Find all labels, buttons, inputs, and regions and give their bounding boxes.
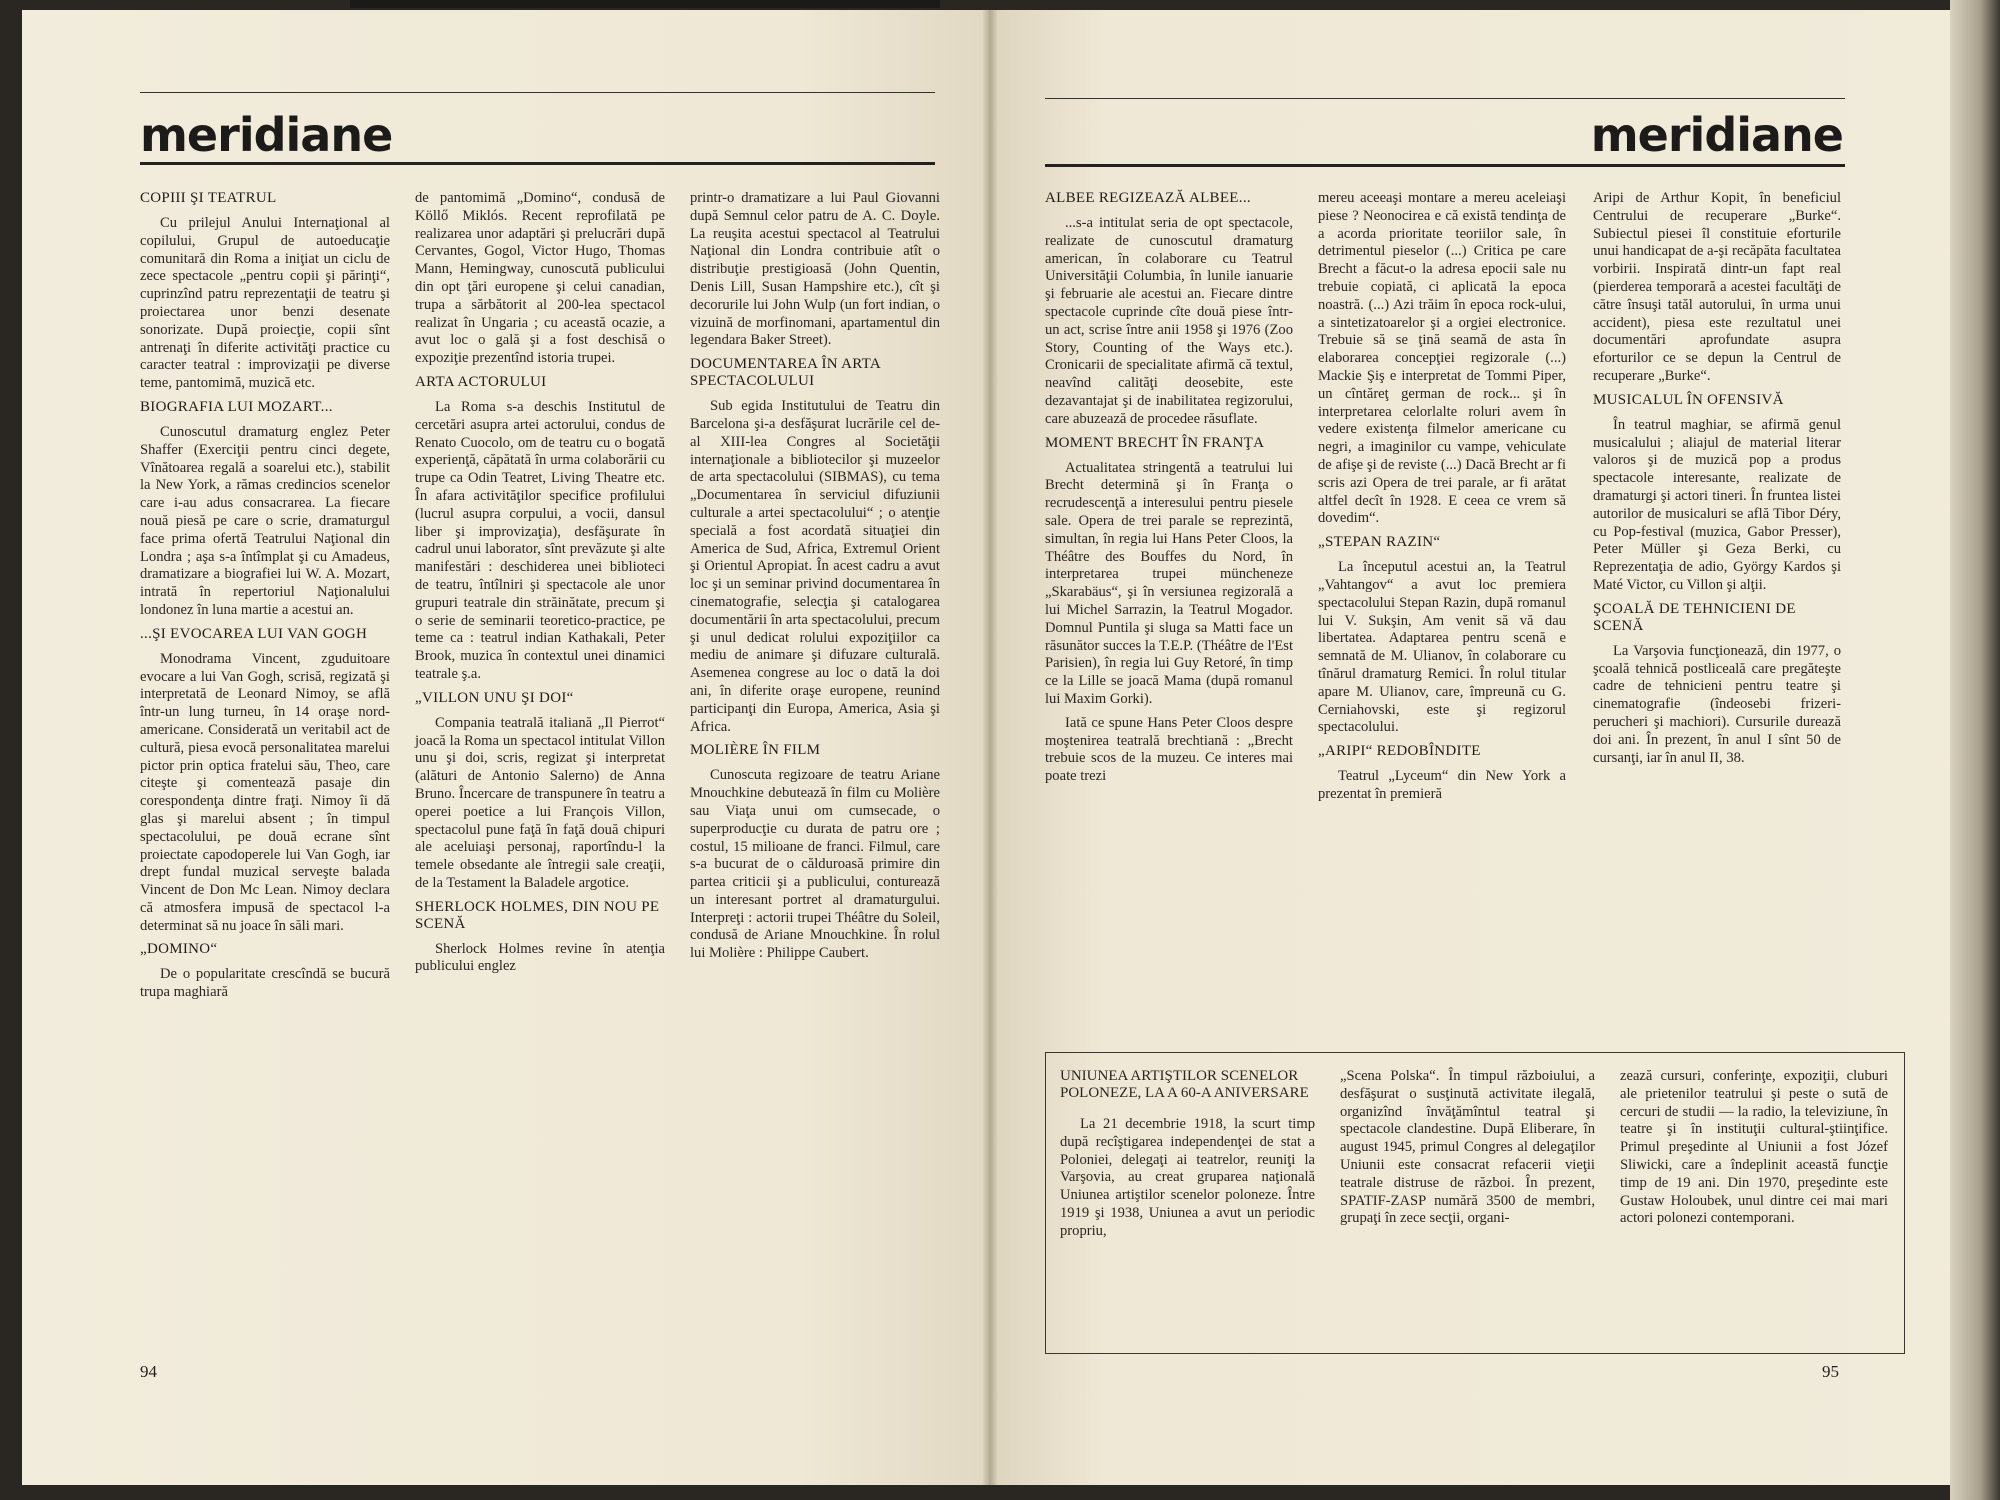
right-masthead-rule xyxy=(1045,164,1845,167)
right-top-rule xyxy=(1045,98,1845,99)
boxed-article-text-2: „Scena Polska“. În timpul războiului, a desfăşurat o susţinută activitate ilegală, organizînd învăţămîntul teatral şi spectacole clandestine. După Eliberare, în august 1945, primul Congres al delegaţilor Uniunii este consacrat refacerii vieţii teatrale distruse de război. În prezent, SPATIF-ZASP numără 3500 de membri, grupaţi în zece secţii, organi- xyxy=(1340,1068,1595,1227)
article-paragraph: La Varşovia funcţionează, din 1977, o şcoală tehnică postliceală care pregăteşte cadre de tehnicieni pentru teatre şi cinematografie (îndeosebi frizeri-perucheri şi machiori). Cursurile durează doi ani. În prezent, în anul I sînt 50 de cursanţi, iar în anul II, 38. xyxy=(1593,642,1841,766)
book-gutter xyxy=(982,10,998,1485)
article-paragraph: Sub egida Institutului de Teatru din Barcelona şi-a desfăşurat lucrările cel de-al XIII-lea Congres al Societăţii internaţionale a bibliotecilor şi muzeelor de arta spectacolului (SIBMAS), cu tema „Documentarea în serviciul difuziunii culturale a artei spectacolului“ ; o atenţie specială a fost acordată situaţiei din America de Sud, Africa, Extremul Orient şi Orientul Apropiat. În acest cadru a avut loc şi un seminar privind documentarea în cinematografie, selecţia şi catalogarea documentării în arta spectacolului, precum şi unul dedicat rolului expoziţiilor ca mediu de animare şi difuzare culturală. Asemenea congrese au loc o dată la doi ani, în diferite oraşe europene, reunind participanţi din Europa, America, Asia şi Africa. xyxy=(690,398,940,735)
page-number-left: 94 xyxy=(140,1362,157,1381)
boxed-article-title: UNIUNEA ARTIŞTILOR SCENELOR POLONEZE, LA A 60-A ANIVERSARE xyxy=(1060,1068,1309,1101)
article-paragraph: Monodrama Vincent, zguduitoare evocare a lui Van Gogh, scrisă, regizată şi interpretată de Leonard Nimoy, se află într-un lung turneu, în 14 oraşe nord-americane. Considerată un veritabil act de cultură, piesa evocă personalitatea marelui pictor prin optica fratelui său, Theo, care citeşte şi comentează pasaje din corespondenţa dintre fraţi. Nimoy îi dă glas şi marelui absent ; în timpul spectacolului, pe două ecrane sînt proiectate capodoperele lui Van Gogh, iar drept fundal muzical serveşte balada Vincent de Don Mc Lean. Nimoy declara că atmosfera impusă de spectacol l-a determinat să nu joace în săli mari. xyxy=(140,650,390,934)
left-masthead-rule xyxy=(140,162,935,165)
article-paragraph: Cunoscutul dramaturg englez Peter Shaffer (Exerciţii pentru cinci degete, Vînătoarea regală a soarelui etc.), stabilit la New York, a rămas credincios scenelor care i-au adus consacrarea. La fiecare nouă piesă pe care o scrie, dramaturgul face prima ofertă Teatrului Naţional din Londra ; aşa s-a întîmplat şi cu Amadeus, dramatizare a biografiei lui W. A. Mozart, intrată în repertoriul Naţionalului londonez în luna martie a acestui an. xyxy=(140,423,390,618)
article-heading: ALBEE REGIZEAZĂ ALBEE... xyxy=(1045,190,1251,206)
article-paragraph: Aripi de Arthur Kopit, în beneficiul Centrului de recuperare „Burke“. Subiectul piesei îl constituie eforturile unui handicapat de a-şi recăpăta facultatea vorbirii. Inspirată dintr-un fapt real (pierderea temporară a acestei facultăţi de către însuşi tatăl autorului, în urma unui accident), piesa este rezultatul unei documentări aprofundate asupra eforturilor ce se depun la Centrul de recuperare „Burke“. xyxy=(1593,190,1841,384)
article-paragraph: de pantomimă „Domino“, condusă de Köllő Miklós. Recent reprofilată pe realizarea unor adaptări şi prelucrări după Cervantes, Gogol, Victor Hugo, Thomas Mann, Hemingway, cunoscută publicului din opt ţări europene şi celui canadian, trupa a sărbătorit al 200-lea spectacol realizat în Ungaria ; cu această ocazie, a avut loc o gală şi a fost deschisă o expoziţie prezentînd istoria trupei. xyxy=(415,190,665,367)
article-paragraph: mereu aceeaşi montare a mereu aceleiaşi piese ? Neonocirea e că există tendinţa de a acorda prioritate teoriilor sale, în detrimentul pieselor (...) Critica pe care Brecht a făcut-o la adresa epocii sale nu trebuie copiată, ci aplicată la epoca noastră. (...) Azi trăim în epoca rock-ului, a sintetizatoarelor şi a orgiei electronice. Trebuie să se ţină seamă de asta în elaborarea concepţiei regizorale (...) Mackie Şiş e interpretat de Tommi Piper, un cîntăreţ german de rock... şi în interpretarea celorlalte roluri avem în vedere existenţa filmelor americane cu negri, a imaginilor cu vampe, vehiculate de afişe şi de reviste (...) Dacă Brecht ar fi scris azi Opera de trei parale, ar fi arătat altfel decît în 1928. E ceea ce vrem să dovedim“. xyxy=(1318,190,1566,527)
book-page-edges xyxy=(1950,0,2000,1500)
right-column-1 xyxy=(1045,190,1293,792)
article-paragraph: Actualitatea stringentă a teatrului lui Brecht determină şi în Franţa o recrudescenţă a interesului pentru piesele sale. Opera de trei parale se reprezintă, simultan, în regia lui Hans Peter Cloos, la Théâtre des Bouffes du Nord, în interpretarea trupei müncheneze „Skarabäus“, şi în versiunea regizorală a lui Michel Sarrazin, la Teatrul Mogador. Domnul Puntila şi sluga sa Matti face un răsunător succes la T.E.P. (Théâtre de l'Est Parisien), în regia lui Guy Retoré, în timp ce la Lille se joacă Mama (după romanul lui Maxim Gorki). xyxy=(1045,459,1293,707)
section-title-left: meridiane xyxy=(140,108,393,162)
article-heading: ...ŞI EVOCAREA LUI VAN GOGH xyxy=(140,625,368,642)
article-paragraph: printr-o dramatizare a lui Paul Giovanni după Semnul celor patru de A. C. Doyle. La reuşita acestui spectacol al Teatrului Naţional din Londra contribuie atît o distribuţie prestigioasă (John Quentin, Denis Lill, Susan Hampshire etc.), cît şi decorurile lui John Wulp (un fort indian, o vizuină de morfinomani, apartamentul din legendara Baker Street). xyxy=(690,190,940,349)
right-column-3 xyxy=(1593,190,1841,773)
article-paragraph: La Roma s-a deschis Institutul de cercetări asupra artei actorului, condus de Renato Cuocolo, om de teatru cu o bogată experienţă, căpătată în urma colaborării cu trupe ca Odin Teatret, Living Theatre etc. În afara activităţilor specifice profilului (lucrul asupra corpului, a vocii, dansul liber şi improvizaţia), desfăşurate în cadrul unui laborator, sînt prevăzute şi alte manifestări : deschiderea unei biblioteci de teatru, întîlniri şi spectacole ale unor grupuri teatrale din străinătate, precum şi o serie de seminarii teoretico-practice, pe teme ca : teatrul indian Kathakali, Peter Brook, muzica în contextul unei dinamici teatrale ş.a. xyxy=(415,398,665,682)
left-column-2 xyxy=(415,190,665,982)
article-paragraph: Cu prilejul Anului Internaţional al copilului, Grupul de autoeducaţie comunitară din Roma a iniţiat un ciclu de zece spectacole „pentru copii şi părinţi“, cuprinzînd patru reprezentaţii de teatru şi proiectarea unor benzi desenate sonorizate. După proiecţie, copii sînt antrenaţi în diferite activităţi practice cu caracter teatral : improvizaţii pe diverse teme, pantomimă, muzică etc. xyxy=(140,215,390,392)
article-paragraph: De o popularitate crescîndă se bucură trupa maghiară xyxy=(140,966,390,1001)
boxed-article-column-2 xyxy=(1340,1068,1595,1228)
article-heading: SHERLOCK HOLMES, DIN NOU PE SCENĂ xyxy=(415,898,660,932)
article-heading: „STEPAN RAZIN“ xyxy=(1318,534,1441,551)
article-heading: MOMENT BRECHT ÎN FRANŢA xyxy=(1045,434,1265,451)
book-top-edge xyxy=(350,0,940,8)
article-heading: „DOMINO“ xyxy=(140,941,218,958)
article-heading: ŞCOALĂ DE TEHNICIENI DE SCENĂ xyxy=(1593,600,1796,634)
boxed-article-column-3 xyxy=(1620,1068,1888,1228)
article-heading: DOCUMENTAREA ÎN ARTA SPECTACOLULUI xyxy=(690,356,881,390)
right-column-2 xyxy=(1318,190,1566,810)
article-heading: ARTA ACTORULUI xyxy=(415,373,547,390)
article-paragraph: Iată ce spune Hans Peter Cloos despre moştenirea teatrală brechtiană : „Brecht trebuie scos de la muzeu. Ce interes mai poate trezi xyxy=(1045,714,1293,785)
article-paragraph: ...s-a intitulat seria de opt spectacole, realizate de cunoscutul dramaturg american, în colaborare cu Teatrul Universităţii Columbia, în lunile ianuarie şi februarie ale acestui an. Fiecare dintre spectacole cuprinde cîte două piese într-un act, scrise între anii 1958 şi 1976 (Zoo Story, Counting of the Ways etc.). Cronicarii de specialitate afirmă că textul, neavînd calităţi deosebite, este dezavantajat şi de inabilitatea regizorului, care abuzează de procedee răsuflate. xyxy=(1045,215,1293,427)
boxed-article-text-3: zează cursuri, conferinţe, expoziţii, cluburi ale prietenilor teatrului şi peste o sută de cercuri de studii — la radio, la televiziune, în teatre şi în instituţii cultural-ştiinţifice. Primul preşedinte al Uniunii a fost Józef Sliwicki, care a îndeplinit această funcţie timp de 19 ani. Din 1970, preşedinte este Gustaw Holoubek, unul dintre cei mai mari actori polonezi contemporani. xyxy=(1620,1068,1888,1227)
article-paragraph: Cunoscuta regizoare de teatru Ariane Mnouchkine debutează în film cu Molière sau Viaţa unui om cumsecade, o superproducţie cu durata de patru ore ; costul, 15 milioane de franci. Filmul, care s-a bucurat de o călduroasă primire din partea criticii şi a publicului, conturează un interesant portret al dramaturgului. Interpreţi : actorii trupei Théâtre du Soleil, condusă de Ariane Mnouchkine. În rolul lui Molière : Philippe Caubert. xyxy=(690,767,940,962)
left-top-rule xyxy=(140,92,935,93)
article-paragraph: La începutul acestui an, la Teatrul „Vahtangov“ a avut loc premiera spectacolului Stepan Razin, după romanul lui V. Sukşin, Am venit să vă dau libertatea. Adaptarea pentru scenă e semnată de M. Ulianov, în colaborare cu tînărul dramaturg Remici. În rolul titular apare M. Ulianov, care, împreună cu G. Cerniahovski, este şi regizorul spectacolului. xyxy=(1318,559,1566,736)
left-column-3 xyxy=(690,190,940,969)
section-title-right: meridiane xyxy=(1590,108,1843,162)
page-number-right: 95 xyxy=(1822,1362,1839,1381)
article-paragraph: În teatrul maghiar, se afirmă genul musicalului ; aliajul de material literar valoros şi de muzică pop a produs spectacole interesante, realizate de dramaturgi şi actori tineri. În fruntea listei autorilor de musicaluri se află Tibor Déry, cu Pop-festival (muzica, Gabor Presser), Peter Müller şi Geza Berki, cu Reprezentaţia de adio, György Kardos şi Maté Victor, cu Villon şi alţii. xyxy=(1593,416,1841,593)
article-heading: MUSICALUL ÎN OFENSIVĂ xyxy=(1593,391,1784,408)
article-heading: „ARIPI“ REDOBÎNDITE xyxy=(1318,743,1481,760)
article-paragraph: Sherlock Holmes revine în atenţia publicului englez xyxy=(415,940,665,975)
boxed-article-text-1: La 21 decembrie 1918, la scurt timp după recîştigarea independenţei de stat a Poloniei, delegaţi ai teatrelor, reuniţi la Varşovia, au creat gruparea naţională Uniunea artiştilor scenelor poloneze. Între 1919 şi 1938, Uniunea a avut un periodic propriu, xyxy=(1060,1116,1315,1239)
article-heading: COPIII ŞI TEATRUL xyxy=(140,190,277,206)
article-heading: MOLIÈRE ÎN FILM xyxy=(690,742,821,759)
article-heading: BIOGRAFIA LUI MOZART... xyxy=(140,398,333,415)
article-heading: „VILLON UNU ŞI DOI“ xyxy=(415,689,574,706)
article-paragraph: Teatrul „Lyceum“ din New York a prezentat în premieră xyxy=(1318,768,1566,802)
article-paragraph: Compania teatrală italiană „Il Pierrot“ joacă la Roma un spectacol intitulat Villon unu şi doi, scris, regizat şi interpretat (alături de Antonio Salerno) de Anna Bruno. Încercare de transpunere în teatru a operei poetice a lui François Villon, spectacolul pune faţă în faţă două chipuri ale aceluiaşi personaj, raportîndu-l la temele obsedante ale întregii sale creaţii, de la Testament la Baladele argotice. xyxy=(415,714,665,891)
left-column-1 xyxy=(140,190,390,1008)
boxed-article-column-1 xyxy=(1060,1068,1315,1241)
